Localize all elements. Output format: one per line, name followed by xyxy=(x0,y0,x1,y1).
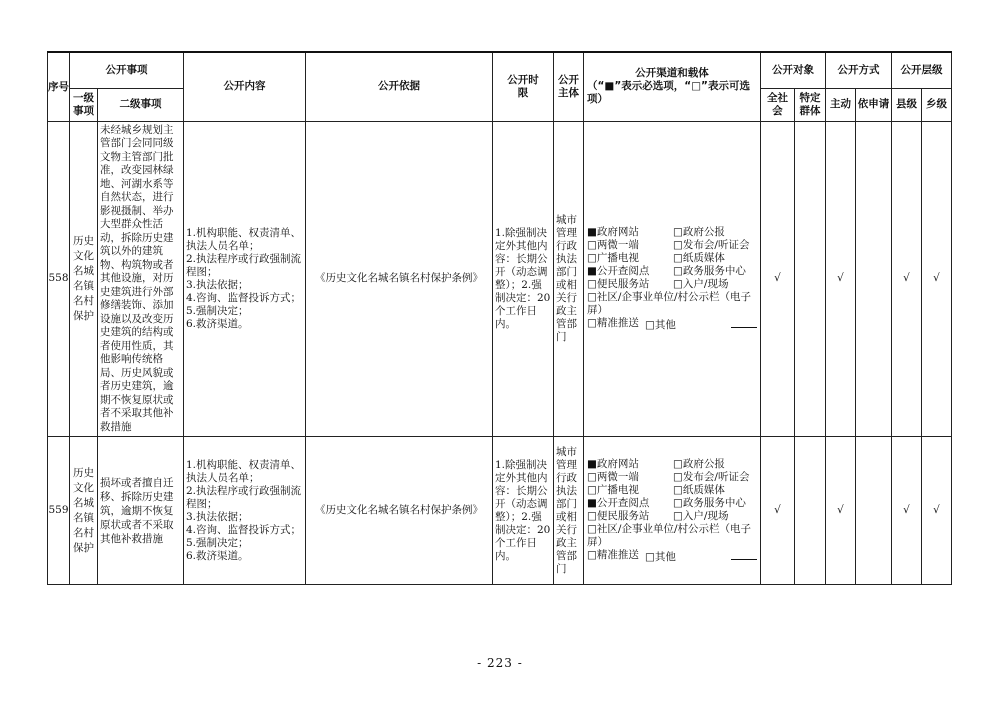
channel-item: □政府公报 xyxy=(673,225,725,238)
row-level-township: √ xyxy=(922,121,952,437)
content-line: 3.执法依据； xyxy=(186,278,249,291)
content-line: 5.强制决定； xyxy=(186,536,249,549)
content-line: 3.执法依据； xyxy=(186,510,249,523)
header-level2: 二级事项 xyxy=(98,88,184,121)
row-method-active: √ xyxy=(826,437,856,585)
row-content xyxy=(184,121,306,437)
row-level2: 未经城乡规划主管部门会同同级文物主管部门批准，改变园林绿地、河湖水系等自然状态，进行影视摄制、举办大型群众性活动，拆除历史建筑以外的建筑物、构筑物或者其他设施，对历史建筑进行外部修缮装饰、添加设施以及改变历史建筑的结构或者使用性质，其他影响传统格局、历史风貌或者历史建筑，逾期不恢复原状或者不采取其他补救措施 xyxy=(98,121,184,437)
header-content: 公开内容 xyxy=(184,52,306,121)
channel-item: □发布会/听证会 xyxy=(673,238,750,251)
header-items-group: 公开事项 xyxy=(70,52,184,88)
row-basis: 《历史文化名城名镇名村保护条例》 xyxy=(306,121,493,437)
channel-item: □其他 xyxy=(645,550,676,563)
content-line: 程图； xyxy=(186,497,218,510)
channel-item: □精准推送 xyxy=(587,548,639,561)
row-channels xyxy=(584,121,761,437)
row-time-limit: 1.除强制决定外其他内容：长期公开（动态调整）；2.强制决定：20个工作日内。 xyxy=(493,121,554,437)
table-row xyxy=(48,437,952,585)
row-target-all: √ xyxy=(761,121,795,437)
content-line: 执法人员名单； xyxy=(186,239,260,252)
row-method-request xyxy=(856,437,892,585)
row-level1: 历史文化名城名镇名村保护 xyxy=(70,437,98,585)
row-method-request xyxy=(856,121,892,437)
channel-item: □便民服务站 xyxy=(587,277,650,290)
row-level-county: √ xyxy=(892,437,922,585)
row-channels xyxy=(584,437,761,585)
channel-item: ■政府网站 xyxy=(587,225,639,238)
page-number: - 223 - xyxy=(477,656,523,670)
row-seq: 558 xyxy=(48,121,70,437)
row-target-all: √ xyxy=(761,437,795,585)
header-seq: 序号 xyxy=(48,52,70,121)
channel-item: □社区/企事业单位/村公示栏（电子屏） xyxy=(587,290,751,316)
channel-other xyxy=(645,549,757,564)
disclosure-table xyxy=(47,51,952,585)
header-method-group: 公开方式 xyxy=(826,52,892,88)
channel-item: □政务服务中心 xyxy=(673,496,746,509)
row-content xyxy=(184,437,306,585)
header-subject: 公开主体 xyxy=(554,52,584,121)
header-level-county: 县级 xyxy=(892,88,922,121)
content-line: 执法人员名单； xyxy=(186,471,260,484)
content-line: 5.强制决定； xyxy=(186,304,249,317)
channel-item: □入户/现场 xyxy=(673,277,729,290)
header-time-limit: 公开时限 xyxy=(493,52,554,121)
channel-item: □精准推送 xyxy=(587,316,639,329)
blank-line xyxy=(731,549,757,560)
content-line: 6.救济渠道。 xyxy=(186,549,249,562)
header-target-all: 全社会 xyxy=(761,88,795,121)
channel-item: □广播电视 xyxy=(587,251,639,264)
header-level1: 一级事项 xyxy=(70,88,98,121)
row-target-specific xyxy=(795,437,826,585)
header-level-township: 乡级 xyxy=(922,88,952,121)
content-line: 2.执法程序或行政强制流 xyxy=(186,484,302,497)
content-line: 4.咨询、监督投诉方式； xyxy=(186,291,302,304)
channel-item: □纸质媒体 xyxy=(673,483,725,496)
channel-item: ■公开查阅点 xyxy=(587,264,650,277)
channel-item: □广播电视 xyxy=(587,483,639,496)
channel-item: □便民服务站 xyxy=(587,509,650,522)
content-line: 4.咨询、监督投诉方式； xyxy=(186,523,302,536)
row-seq: 559 xyxy=(48,437,70,585)
channel-item: □入户/现场 xyxy=(673,509,729,522)
channel-item: ■政府网站 xyxy=(587,457,639,470)
channel-item: □其他 xyxy=(645,318,676,331)
channel-item: □两微一端 xyxy=(587,470,639,483)
channel-item: □社区/企事业单位/村公示栏（电子屏） xyxy=(587,522,751,548)
row-basis: 《历史文化名城名镇名村保护条例》 xyxy=(306,437,493,585)
channel-item: □两微一端 xyxy=(587,238,639,251)
header-channels-note: （“■”表示必选项，“□”表示可选项） xyxy=(587,80,750,106)
header-basis: 公开依据 xyxy=(306,52,493,121)
content-line: 6.救济渠道。 xyxy=(186,317,249,330)
header-channels xyxy=(584,52,761,121)
row-level-county: √ xyxy=(892,121,922,437)
channel-item: □纸质媒体 xyxy=(673,251,725,264)
row-method-active: √ xyxy=(826,121,856,437)
row-subject: 城市管理行政执法部门或相关行政主管部门 xyxy=(554,121,584,437)
table-row xyxy=(48,121,952,437)
header-method-request: 依申请 xyxy=(856,88,892,121)
channel-item: ■公开查阅点 xyxy=(587,496,650,509)
row-target-specific xyxy=(795,121,826,437)
header-target-specific: 特定群体 xyxy=(795,88,826,121)
header-method-active: 主动 xyxy=(826,88,856,121)
content-line: 1.机构职能、权责清单、 xyxy=(186,458,302,471)
content-line: 1.机构职能、权责清单、 xyxy=(186,226,302,239)
content-line: 程图； xyxy=(186,265,218,278)
channel-item: □发布会/听证会 xyxy=(673,470,750,483)
row-level1: 历史文化名城名镇名村保护 xyxy=(70,121,98,437)
row-time-limit: 1.除强制决定外其他内容：长期公开（动态调整）；2.强制决定：20个工作日内。 xyxy=(493,437,554,585)
channel-item: □政府公报 xyxy=(673,457,725,470)
channel-other xyxy=(645,317,757,332)
row-level2: 损坏或者擅自迁移、拆除历史建筑，逾期不恢复原状或者不采取其他补救措施 xyxy=(98,437,184,585)
blank-line xyxy=(731,317,757,328)
header-level-group: 公开层级 xyxy=(892,52,952,88)
row-level-township: √ xyxy=(922,437,952,585)
header-channels-title: 公开渠道和载体 xyxy=(635,67,709,80)
row-subject: 城市管理行政执法部门或相关行政主管部门 xyxy=(554,437,584,585)
content-line: 2.执法程序或行政强制流 xyxy=(186,252,302,265)
channel-item: □政务服务中心 xyxy=(673,264,746,277)
header-target-group: 公开对象 xyxy=(761,52,826,88)
